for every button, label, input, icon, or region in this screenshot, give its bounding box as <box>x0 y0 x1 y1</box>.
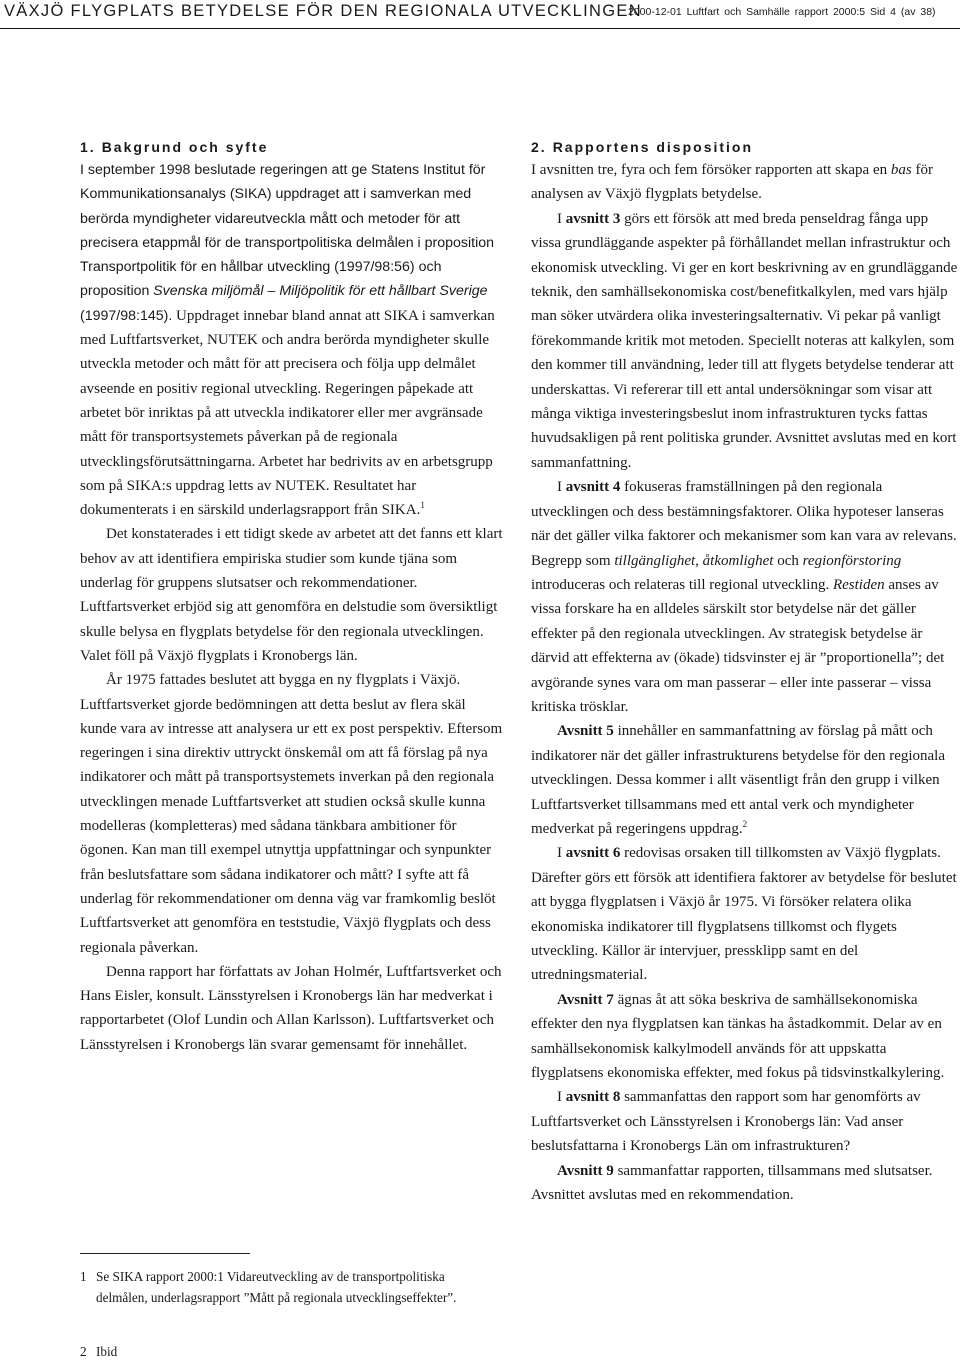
avsnitt-6-label: avsnitt 6 <box>565 845 621 862</box>
section-9-summary <box>531 1159 960 1208</box>
s4-text-b: introduceras och relateras till regional utveckling. <box>531 576 830 593</box>
avsnitt-5-label: Avsnitt 5 <box>557 723 614 740</box>
section-7-summary <box>531 988 960 1086</box>
header-publisher: Luftfart och Samhälle rapport 2000:5 <box>686 6 866 18</box>
section-1-paragraph-2: Det konstaterades i ett tidigt skede av arbetet att det fanns ett klart behov av att identifiera empiriska studier som kunde tjäna som underlag för gruppens slutsatser och rekommendationer. Luftfartsverket erbjöd sig att genomföra en delstudie som översiktligt skulle belysa en flygplats betydelse för den regionala utvecklingen. Valet föll på Växjö flygplats i Kronobergs län. <box>80 526 503 664</box>
avsnitt-7-label: Avsnitt 7 <box>557 991 614 1008</box>
section-1-paragraph-1 <box>80 158 504 522</box>
section-2-number: 2. <box>531 139 547 155</box>
avsnitt-9-label: Avsnitt 9 <box>557 1162 614 1179</box>
footnote-ref-1: 1 <box>420 500 425 511</box>
section-4-summary <box>531 475 960 719</box>
s8-prefix: I <box>557 1089 562 1106</box>
section-2-heading <box>531 136 960 158</box>
header-date: 2000-12-01 <box>628 6 682 18</box>
footnote-2-number: 2 <box>80 1344 87 1359</box>
footnote-2-text: Ibid <box>96 1344 118 1359</box>
intro-text-a: I avsnitten tre, fyra och fem försöker rapporten att skapa en <box>531 162 888 178</box>
right-column <box>531 136 960 1207</box>
proposition-reference: (1997/98:145). <box>80 307 173 324</box>
section-1-paragraph-3: År 1975 fattades beslutet att bygga en ny flygplats i Växjö. Luftfartsverket gjorde bedömningen att detta beslut av flera skäl kunde vara av intresse att analysera ur ett ex post perspektiv. Eftersom regeringen i sina direktiv uttryckt önskemål om att få förslag på nya indikatorer och mått på transportsystemets inverkan på den regionala utvecklingen menade Luftfartsverket att studien också skulle kunna modelleras (kompletteras) med sådana tänkbara ambitioner för ögonen. Kan man till exempel utnyttja uppfattningar och synpunkter från beslutsfattare som sådana indikatorer och mått? I syfte att få underlag för rekommendationer om denna väg var framkomlig beslöt Luftfartsverket att genomföra en teststudie, Växjö flygplats och dess regionala påverkan. <box>80 672 503 956</box>
section-6-summary <box>531 841 960 987</box>
page-header <box>0 0 960 29</box>
section-1-title: Bakgrund och syfte <box>101 139 269 155</box>
section-8-summary <box>531 1085 960 1158</box>
s5-text: innehåller en sammanfattning av förslag på mått och indikatorer när det gäller infrastrukturens betydelse för den regionala utvecklingen. Dessa kommer i allt väsentligt från den grupp i vilken Luftfartsverket tillsammans med ett antal verk och myndigheter medverkat på regeringens uppdrag. <box>531 723 946 837</box>
avsnitt-4-label: avsnitt 4 <box>565 479 621 496</box>
footnote-1-text: Se SIKA rapport 2000:1 Vidareutveckling av de transportpolitiska delmålen, underlagsrapport ”Mått på regionala utvecklingseffekter”. <box>96 1269 457 1305</box>
header-page-number: Sid 4 (av 38) <box>870 6 936 18</box>
section-1-paragraph-4: Denna rapport har författats av Johan Holmér, Luftfartsverket och Hans Eisler, konsult. Länsstyrelsen i Kronobergs län har medverkat i rapportarbetet (Olof Lundin och Allan Karlsson). Luftfartsverket och Länsstyrelsen i Kronobergs län svarar gemensamt för innehållet. <box>80 963 502 1053</box>
avsnitt-8-label: avsnitt 8 <box>565 1089 621 1106</box>
intro-bas: bas <box>890 162 912 178</box>
s4-prefix: I <box>557 479 562 496</box>
section-5-summary <box>531 719 960 841</box>
s9-text: sammanfattar rapporten, tillsammans med slutsatser. Avsnittet avslutas med en rekommendation. <box>531 1162 933 1204</box>
section-2-title: Rapportens disposition <box>552 139 754 155</box>
intro-text-b: för analysen av Växjö flygplats betydelse. <box>531 162 933 203</box>
disposition-intro <box>531 158 960 207</box>
paragraph-1-rest: Uppdraget innebar bland annat att SIKA i samverkan med Luftfartsverket, NUTEK och andra berörda myndigheter skulle utveckla metoder och mått för att precisera och följa upp delmålet avseende en positiv regional utveckling. Regeringen påpekade att arbetet bör inriktas på att utveckla indikatorer eller mer avgränsade mått för transportsystemets påverkan på de regionala utvecklingsförutsättningarna. Arbetet har bedrivits av en arbetsgrupp som på SIKA:s uppdrag letts av NUTEK. Resultatet har dokumenterats i en särskild underlagsrapport från SIKA. <box>80 307 495 519</box>
s8-text: sammanfattas den rapport som har genomförts av Luftfartsverket och Länsstyrelsen i Kronobergs län: Vad anser beslutsfattarna i Kronobergs Län om infrastrukturen? <box>531 1089 921 1155</box>
left-column <box>80 136 504 1057</box>
section-1-number: 1. <box>80 139 96 155</box>
document-title: VÄXJÖ FLYGPLATS BETYDELSE FÖR DEN REGIONALA UTVECKLINGEN <box>4 2 642 20</box>
section-1-heading <box>80 136 504 158</box>
avsnitt-3-label: avsnitt 3 <box>565 210 621 227</box>
s3-text: görs ett försök att med breda penseldrag fånga upp vissa grundläggande aspekter på förhållandet mellan infrastruktur och ekonomisk utveckling. Vi ger en kort beskrivning av en grundläggande teknik, den samhällsekonomiska cost/benefitkalkylen, med vars hjälp man söker utvärdera olika investeringsalternativ. Vi pekar på vanligt förekommande kritik mot metoden. Speciellt noteras att kalkylen, som den kommer till användning, leder till att flygets betydelse tenderar att underskattas. Vi refererar till ett antal undersökningar som visar att många viktiga investeringsbeslut inom infrastrukturen tycks fattas huvudsakligen på rent politiska grunder. Avsnittet avslutas med en kort sammanfattning. <box>531 210 958 471</box>
footnote-ref-2: 2 <box>742 818 748 829</box>
s7-text: ägnas åt att söka beskriva de samhällsekonomiska effekter den nya flygplatsen kan tänkas ha åstadkommit. Delar av en samhällsekonomisk kalkylmodell används för att uppskatta flygplatsens ekonomiska effekter, med fokus på tidsvinstkalkylering. <box>531 991 945 1082</box>
term-restiden: Restiden <box>832 576 885 593</box>
footnote-divider <box>80 1253 250 1254</box>
s4-text-a: fokuseras framställningen på den regionala utvecklingen och dess bestämningsfaktorer. Olika hypoteser lanseras när det gäller vilka faktorer och mekanismer som kan vara av relevans. Begrepp som <box>531 479 957 569</box>
s4-text-c: anses av vissa forskare ha en alldeles särskilt stor betydelse när det gäller effekter på den regionala utvecklingen. Av strategisk betydelse är därvid att effekterna av (ökade) tidsvinster ej är ”proportionella”; det avgörande synes vara om man passerar – eller inte passerar – vissa kritiska trösklar. <box>531 576 945 715</box>
footnote-1-number: 1 <box>80 1269 87 1284</box>
header-meta <box>628 6 936 18</box>
proposition-title: Svenska miljömål – Miljöpolitik för ett hållbart Sverige <box>153 283 488 300</box>
s6-text: redovisas orsaken till tillkomsten av Växjö flygplats. Därefter görs ett försök att identifiera faktorer av betydelse för beslutet att bygga flygplatsen i Växjö år 1975. Vi försöker relatera olika ekonomiska indikatorer till flygplatsens tillkomst och flygets utveckling. Källor är intervjuer, pressklipp samt en del utredningsmaterial. <box>531 845 957 984</box>
paragraph-1-intro: I september 1998 beslutade regeringen att ge Statens Institut för Kommunikationsanalys (SIKA) uppdraget att i samverkan med berörda myndigheter vidareutveckla mått och metoder för att precisera etappmål för de transportpolitiska delmålen i proposition Transportpolitik för en hållbar utveckling (1997/98:56) och proposition <box>80 162 495 300</box>
section-3-summary <box>531 207 960 475</box>
s6-prefix: I <box>557 845 562 862</box>
s4-and: och <box>777 552 799 569</box>
term-tillganglighet: tillgänglighet, åtkomlighet <box>614 552 774 569</box>
s3-prefix: I <box>557 210 562 227</box>
term-regionforstoring: regionförstoring <box>802 552 902 569</box>
